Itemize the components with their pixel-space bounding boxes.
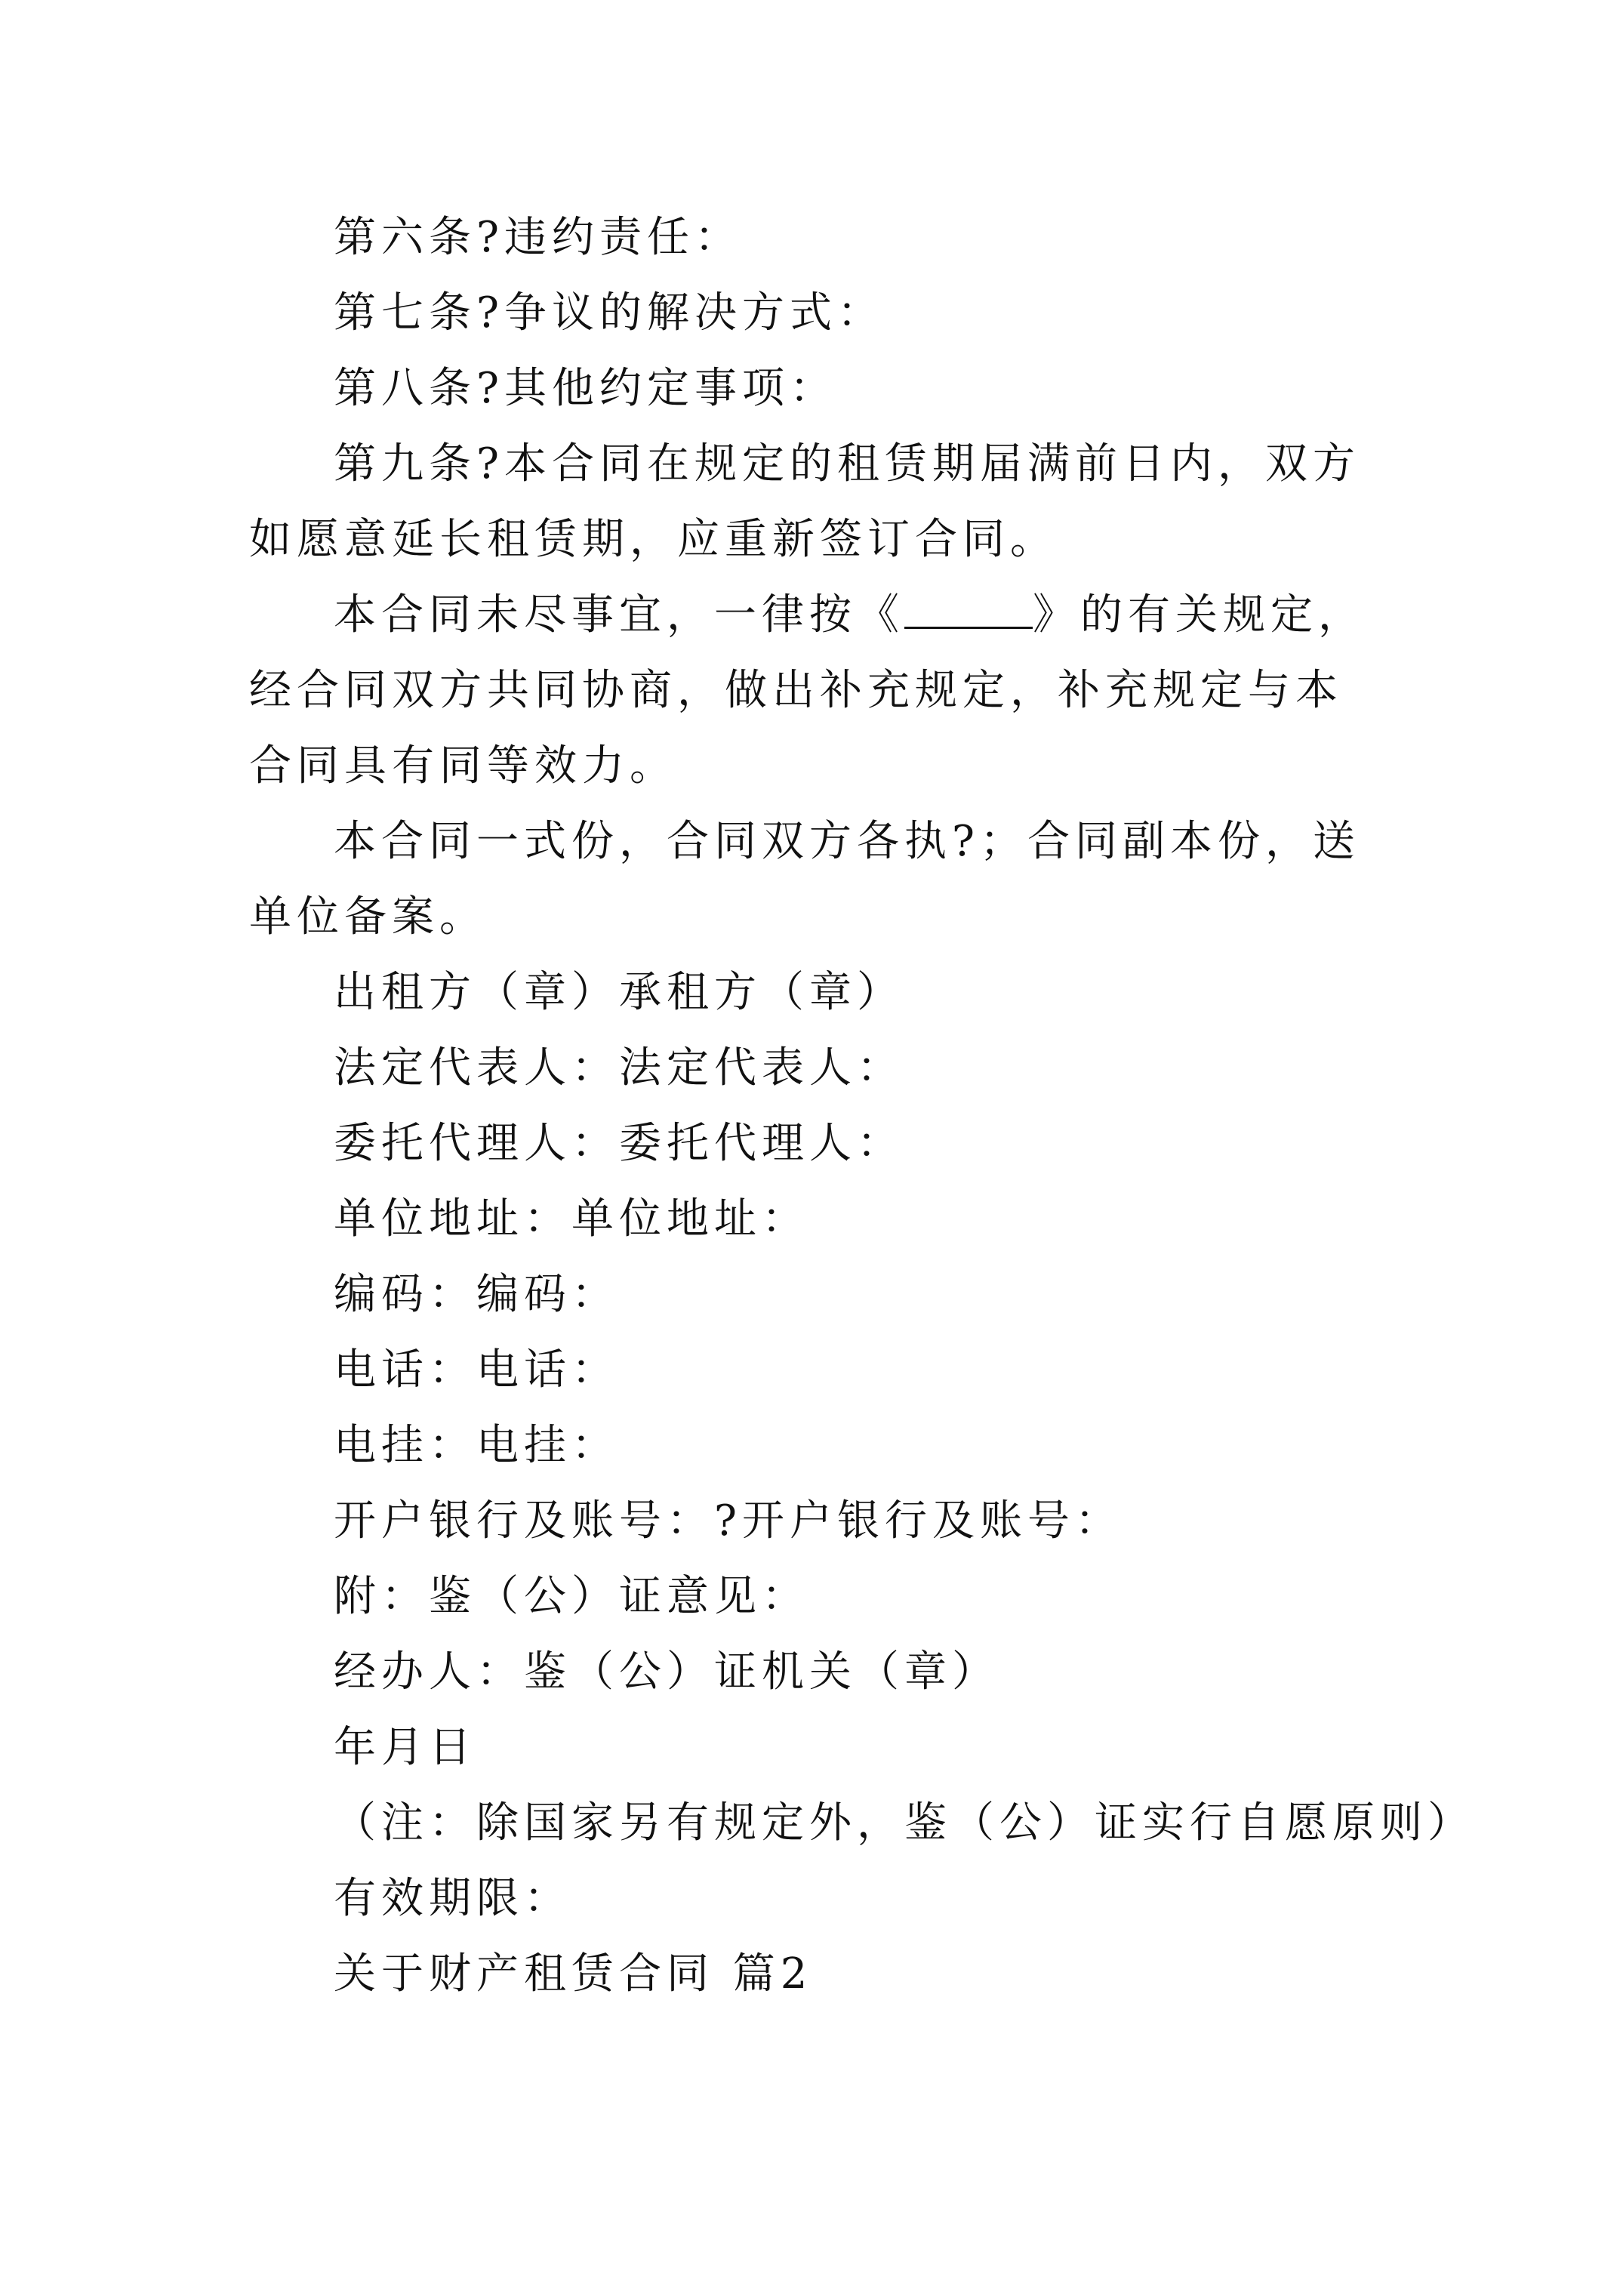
blank-underline — [904, 593, 1033, 629]
supplement-clause-start: 本合同未尽事宜，一律按《 — [334, 590, 904, 639]
article-8: 第八条?其他约定事项： — [334, 364, 838, 413]
postcode-line: 编码：编码： — [334, 1270, 619, 1319]
notary-opinion-line: 附：鉴（公）证意见： — [334, 1572, 809, 1621]
supplement-clause — [249, 578, 1381, 804]
handler-line: 经办人：鉴（公）证机关（章） — [334, 1647, 999, 1697]
supplement-clause-end: 》的有关规定，经合同双方共同协商，做出补充规定，补充规定与本合同具有同等效力。 — [249, 590, 1366, 791]
article-9: 第九条?本合同在规定的租赁期届满前日内，双方如愿意延长租赁期，应重新签订合同。 — [249, 439, 1361, 564]
copies-clause: 本合同一式份，合同双方各执?；合同副本份，送单位备案。 — [249, 817, 1361, 942]
article-7: 第七条?争议的解决方式： — [334, 288, 885, 337]
telegraph-line: 电挂：电挂： — [334, 1421, 619, 1470]
note-line: （注：除国家另有规定外，鉴（公）证实行自愿原则） — [334, 1798, 1475, 1848]
next-section-title: 关于财产租赁合同 篇2 — [334, 1949, 813, 1999]
bank-line: 开户银行及账号：?开户银行及账号： — [334, 1496, 1123, 1546]
agent-line: 委托代理人：委托代理人： — [334, 1119, 904, 1168]
legal-representative-line: 法定代表人：法定代表人： — [334, 1043, 904, 1093]
validity-line: 有效期限： — [334, 1874, 571, 1923]
article-6: 第六条?违约责任： — [334, 213, 743, 262]
phone-line: 电话：电话： — [334, 1345, 619, 1395]
parties-line: 出租方（章）承租方（章） — [334, 968, 904, 1017]
date-line: 年月日 — [334, 1723, 476, 1772]
address-line: 单位地址：单位地址： — [334, 1194, 809, 1244]
contract-text — [249, 200, 1475, 2012]
